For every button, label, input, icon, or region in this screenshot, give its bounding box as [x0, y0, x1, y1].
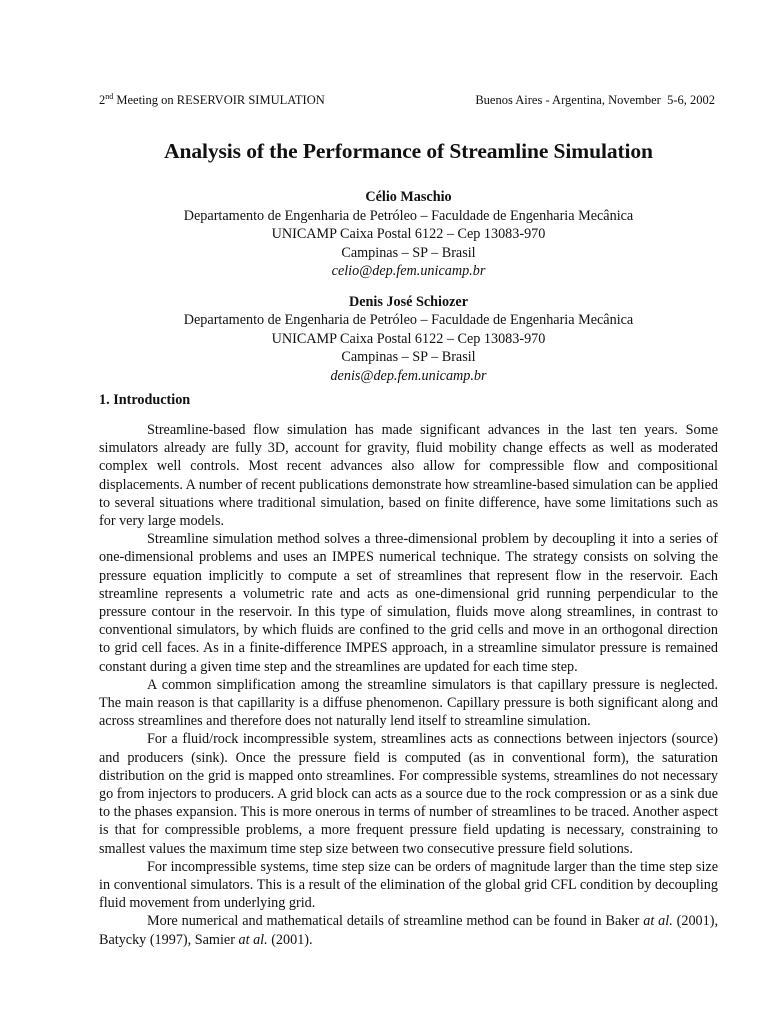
author-city: Campinas – SP – Brasil — [341, 349, 476, 365]
author-department: Departamento de Engenharia de Petróleo – Faculdade de Engenharia Mecânica — [183, 312, 634, 328]
paragraph-text: (2001), Batycky (1997), Samier — [99, 913, 719, 948]
author-name: Célio Maschio — [365, 189, 452, 205]
meeting-label — [99, 92, 325, 108]
author-block — [99, 188, 718, 385]
location-date: Buenos Aires - Argentina, November 5-6, 2002 — [475, 93, 715, 107]
body-paragraph: A common simplification among the streamline simulators is that capillary pressure is neglected. The main reason is that capillarity is a diffuse phenomenon. Capillary pressure is both significant along and across streamlines and therefore does not naturally lend itself to streamline simulation. — [99, 676, 718, 730]
author-address: UNICAMP Caixa Postal 6122 – Cep 13083-970 — [271, 226, 546, 242]
author-email: denis@dep.fem.unicamp.br — [330, 367, 487, 384]
paper-title: Analysis of the Performance of Streamline Simulation — [164, 139, 653, 163]
body-paragraph: For a fluid/rock incompressible system, streamlines acts as connections between injectors (source) and producers (sink). Once the pressure field is computed (as in conventional form), the saturation distribution on the grid is mapped onto streamlines. For compressible systems, streamlines do not necessary go from injectors to producers. A grid block can acts as a source due to the rock compression or as a sink due to the phases expansion. This is more onerous in terms of number of streamlines to be traced. Another aspect is that for compressible problems, a more frequent pressure field updating is necessary, constraining to smallest values the maximum time step size between two consecutive pressure field solutions. — [99, 731, 718, 857]
body-paragraph: Streamline-based flow simulation has made significant advances in the last ten years. Some simulators already are fully 3D, account for gravity, fluid mobility change effects as well as moderated complex well controls. Most recent advances also allow for compressible flow and compositional displacements. A number of recent publications demonstrate how streamline-based simulation can be applied to several situations where traditional simulation, based on finite difference, have some limitations such as for very large models. — [99, 422, 718, 530]
author-name: Denis José Schiozer — [348, 293, 468, 310]
citation-etal: at al. — [238, 931, 268, 948]
author-department: Departamento de Engenharia de Petróleo – Faculdade de Engenharia Mecânica — [183, 207, 634, 224]
paragraph-text: (2001). — [267, 931, 313, 948]
meeting-ordinal-suffix: nd — [105, 91, 114, 101]
introduction-body — [99, 421, 718, 949]
author-entry — [99, 293, 718, 386]
meeting-name: Meeting on RESERVOIR SIMULATION — [113, 93, 325, 107]
citation-etal: at al. — [643, 913, 673, 930]
author-email: celio@dep.fem.unicamp.br — [331, 263, 486, 279]
author-address: UNICAMP Caixa Postal 6122 – Cep 13083-970 — [271, 330, 546, 347]
section-heading: 1. Introduction — [99, 392, 191, 408]
paragraph-text: More numerical and mathematical details of streamline method can be found in Baker — [147, 913, 644, 930]
meeting-ordinal: 2 — [99, 93, 106, 107]
running-header — [99, 92, 718, 108]
body-paragraph: For incompressible systems, time step size can be orders of magnitude larger than the time step size in conventional simulators. This is a result of the elimination of the global grid CFL condition by decoupling fluid movement from underlying grid. — [99, 858, 718, 912]
author-city: Campinas – SP – Brasil — [341, 244, 476, 261]
author-entry — [99, 188, 718, 281]
body-paragraph: Streamline simulation method solves a three-dimensional problem by decoupling it into a series of one-dimensional problems and uses an IMPES numerical technique. The strategy consists on solving the pressure equation implicitly to compute a set of streamlines that represent flow in the reservoir. Each streamline represents a volumetric rate and acts as one-dimensional grid running perpendicular to the pressure contour in the reservoir. In this type of simulation, fluids move along streamlines, in contrast to conventional simulators, by which fluids are confined to the grid cells and move in an orthogonal direction to grid cell faces. As in a finite-difference IMPES approach, in a streamline simulator pressure is remained constant during a given time step and the streamlines are updated for each time step. — [99, 531, 718, 675]
body-paragraph — [99, 912, 718, 948]
